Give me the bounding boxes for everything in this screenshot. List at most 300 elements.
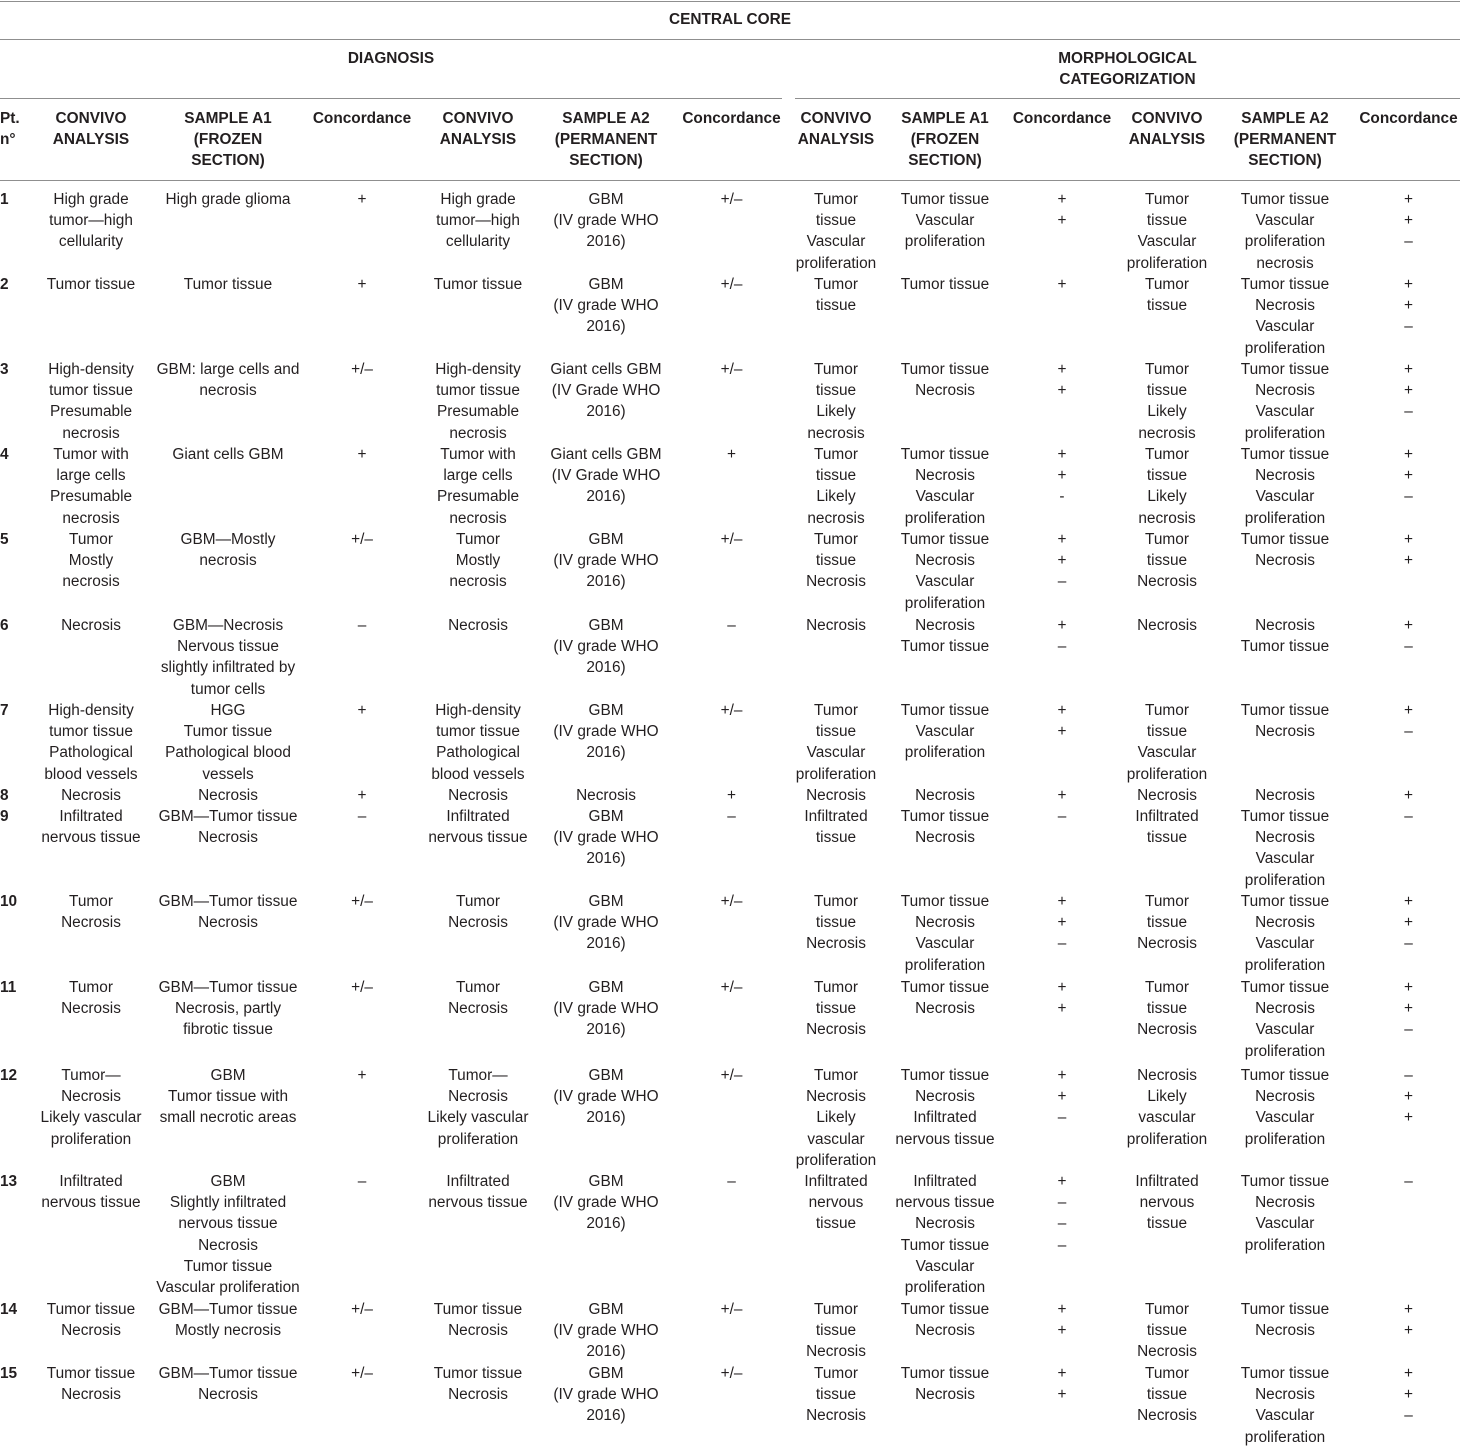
cell-concordance-morph-a2-line: + xyxy=(1404,1386,1413,1404)
cell-convivo-analysis-diagnosis-a1-line: Necrosis xyxy=(61,787,121,804)
cell-sample-a1-frozen-diagnosis-line: Pathological blood xyxy=(165,744,291,762)
cell-concordance-morph-a2 xyxy=(1351,1065,1460,1129)
cell-sample-a2-permanent-morph xyxy=(1219,785,1351,806)
cell-concordance-morph-a2 xyxy=(1351,529,1460,571)
cell-sample-a2-permanent-morph xyxy=(1219,891,1351,976)
cell-convivo-analysis-morph-a2 xyxy=(1115,274,1219,316)
cell-sample-a2-permanent-morph-line: Necrosis xyxy=(1255,1000,1315,1018)
cell-convivo-analysis-morph-a1 xyxy=(791,1363,881,1427)
cell-convivo-analysis-morph-a2-line: necrosis xyxy=(1138,424,1196,442)
cell-sample-a1-frozen-morph-line: Necrosis xyxy=(915,1000,975,1018)
cell-sample-a2-permanent-morph-line: Necrosis xyxy=(1255,467,1315,485)
cell-concordance-morph-a1 xyxy=(1009,1299,1115,1341)
cell-sample-a2-permanent-morph xyxy=(1219,444,1351,529)
cell-convivo-analysis-diagnosis-a1-line: Infiltrated xyxy=(59,808,123,825)
cell-sample-a1-frozen-morph-line: Tumor tissue xyxy=(900,1236,990,1254)
cell-sample-a2-permanent-morph-line: Tumor tissue xyxy=(1240,979,1330,996)
cell-sample-a2-permanent-morph-line: Necrosis xyxy=(1255,829,1315,847)
cell-concordance-morph-a2-line: – xyxy=(1404,1021,1413,1039)
cell-sample-a2-permanent-diagnosis-line: Giant cells GBM xyxy=(550,361,662,378)
cell-convivo-analysis-morph-a2-line: tissue xyxy=(1146,1322,1188,1340)
cell-convivo-analysis-morph-a1-line: Tumor xyxy=(814,1365,858,1382)
cell-convivo-analysis-diagnosis-a2 xyxy=(415,359,541,444)
cell-sample-a2-permanent-morph-line: Vascular xyxy=(1255,212,1315,230)
cell-convivo-analysis-diagnosis-a1 xyxy=(28,1065,154,1150)
cell-concordance-morph-a2 xyxy=(1351,1171,1460,1192)
cell-sample-a1-frozen-morph-line: Vascular xyxy=(915,212,975,230)
cell-sample-a2-permanent-diagnosis-line: (IV grade WHO xyxy=(553,1088,659,1106)
cell-sample-a2-permanent-morph xyxy=(1219,1065,1351,1150)
cell-sample-a2-permanent-morph-line: Necrosis xyxy=(1255,297,1315,315)
cell-sample-a1-frozen-diagnosis-line: Necrosis xyxy=(198,914,258,932)
column-header-convivo-analysis-morph-a1-line: CONVIVO xyxy=(800,110,872,127)
cell-concordance-morph-a1 xyxy=(1009,785,1115,806)
cell-sample-a1-frozen-morph xyxy=(881,806,1009,848)
cell-convivo-analysis-diagnosis-a2-line: Presumable xyxy=(436,403,520,421)
cell-sample-a2-permanent-morph-line: Vascular xyxy=(1255,1215,1315,1233)
cell-sample-a1-frozen-morph-line: Necrosis xyxy=(915,467,975,485)
cell-concordance-diagnosis-a2-line: +/– xyxy=(720,531,743,548)
cell-convivo-analysis-diagnosis-a2-line: High-density xyxy=(435,361,521,378)
cell-sample-a1-frozen-diagnosis-line: GBM xyxy=(210,1173,246,1190)
cell-convivo-analysis-morph-a1-line: necrosis xyxy=(807,424,865,442)
cell-convivo-analysis-morph-a2-line: Necrosis xyxy=(1137,573,1197,591)
cell-sample-a1-frozen-diagnosis-line: Giant cells GBM xyxy=(172,446,284,463)
cell-concordance-morph-a2-line: + xyxy=(1404,617,1413,634)
column-header-convivo-analysis-morph-a2-line: CONVIVO xyxy=(1131,110,1203,127)
cell-concordance-morph-a2-line: + xyxy=(1404,276,1413,293)
cell-pt-number xyxy=(0,977,30,998)
cell-sample-a2-permanent-morph-line: Vascular xyxy=(1255,1109,1315,1127)
cell-sample-a1-frozen-diagnosis-line: Necrosis, partly xyxy=(174,1000,282,1018)
cell-convivo-analysis-morph-a2-line: Tumor xyxy=(1145,531,1189,548)
cell-convivo-analysis-diagnosis-a1-line: Tumor tissue xyxy=(46,1301,136,1318)
cell-convivo-analysis-morph-a1-line: proliferation xyxy=(795,1151,877,1169)
cell-sample-a2-permanent-diagnosis-line: GBM xyxy=(588,893,624,910)
cell-sample-a1-frozen-morph-line: Necrosis xyxy=(915,1322,975,1340)
cell-convivo-analysis-diagnosis-a2-line: blood vessels xyxy=(431,765,525,783)
cell-sample-a1-frozen-diagnosis-line: Necrosis xyxy=(198,1386,258,1404)
cell-convivo-analysis-diagnosis-a2-line: tumor—high xyxy=(436,212,520,230)
cell-convivo-analysis-diagnosis-a1 xyxy=(28,444,154,529)
cell-sample-a1-frozen-diagnosis-line: High grade glioma xyxy=(165,191,291,208)
cell-convivo-analysis-diagnosis-a2 xyxy=(415,274,541,295)
cell-concordance-morph-a2-line: – xyxy=(1404,488,1413,506)
column-header-convivo-analysis-diagnosis-a1-line: ANALYSIS xyxy=(52,131,130,149)
cell-convivo-analysis-morph-a1-line: tissue xyxy=(815,467,857,485)
cell-convivo-analysis-morph-a1 xyxy=(791,977,881,1041)
cell-convivo-analysis-diagnosis-a2-line: Infiltrated xyxy=(446,808,510,825)
cell-concordance-diagnosis-a1 xyxy=(302,274,422,295)
cell-sample-a2-permanent-diagnosis-line: 2016) xyxy=(586,1215,626,1233)
column-header-pt-number xyxy=(0,108,30,150)
cell-sample-a2-permanent-diagnosis-line: (IV grade WHO xyxy=(553,638,659,656)
cell-concordance-morph-a2-line: + xyxy=(1404,297,1413,315)
cell-concordance-morph-a1-line: + xyxy=(1057,893,1067,910)
cell-concordance-diagnosis-a2 xyxy=(671,189,792,210)
cell-convivo-analysis-morph-a2 xyxy=(1115,189,1219,274)
cell-concordance-morph-a1-line: + xyxy=(1057,467,1067,485)
cell-sample-a1-frozen-morph xyxy=(881,1363,1009,1405)
cell-convivo-analysis-morph-a1-line: Necrosis xyxy=(806,573,866,591)
cell-convivo-analysis-morph-a1 xyxy=(791,891,881,955)
cell-convivo-analysis-diagnosis-a2-line: Tumor tissue xyxy=(433,276,523,293)
cell-sample-a2-permanent-diagnosis-line: Giant cells GBM xyxy=(550,446,662,463)
cell-sample-a2-permanent-diagnosis xyxy=(541,359,671,423)
cell-sample-a1-frozen-diagnosis-line: GBM—Tumor tissue xyxy=(158,979,298,996)
morphological-group-rule xyxy=(795,98,1460,99)
cell-sample-a2-permanent-diagnosis-line: (IV Grade WHO xyxy=(551,382,661,400)
cell-pt-number xyxy=(0,615,30,636)
cell-convivo-analysis-morph-a1-line: tissue xyxy=(815,914,857,932)
cell-concordance-diagnosis-a2-line: +/– xyxy=(720,276,743,293)
cell-sample-a1-frozen-diagnosis-line: Vascular proliferation xyxy=(156,1279,300,1297)
cell-sample-a1-frozen-morph-line: proliferation xyxy=(904,956,986,974)
cell-concordance-diagnosis-a2 xyxy=(671,700,792,721)
cell-sample-a2-permanent-diagnosis xyxy=(541,1299,671,1363)
cell-concordance-diagnosis-a1-line: – xyxy=(357,808,367,825)
cell-convivo-analysis-morph-a1 xyxy=(791,274,881,316)
cell-concordance-morph-a2-line: + xyxy=(1404,1322,1413,1340)
cell-sample-a1-frozen-diagnosis xyxy=(154,1065,302,1129)
cell-concordance-morph-a2 xyxy=(1351,977,1460,1041)
cell-sample-a1-frozen-morph-line: Necrosis xyxy=(915,552,975,570)
cell-pt-number-line: 14 xyxy=(0,1301,18,1318)
cell-sample-a2-permanent-morph-line: Vascular xyxy=(1255,488,1315,506)
cell-concordance-morph-a2-line: – xyxy=(1404,233,1413,251)
cell-concordance-morph-a2 xyxy=(1351,785,1460,806)
cell-convivo-analysis-morph-a1 xyxy=(791,529,881,593)
cell-convivo-analysis-diagnosis-a1-line: blood vessels xyxy=(44,765,138,783)
cell-sample-a1-frozen-diagnosis-line: small necrotic areas xyxy=(159,1109,297,1127)
cell-convivo-analysis-diagnosis-a1 xyxy=(28,1363,154,1405)
cell-convivo-analysis-diagnosis-a1-line: necrosis xyxy=(62,509,120,527)
cell-sample-a2-permanent-diagnosis xyxy=(541,785,671,806)
cell-concordance-diagnosis-a1 xyxy=(302,977,422,998)
cell-convivo-analysis-diagnosis-a1-line: nervous tissue xyxy=(41,829,141,847)
cell-concordance-diagnosis-a2-line: + xyxy=(727,446,736,463)
cell-convivo-analysis-diagnosis-a1-line: High-density xyxy=(48,702,134,719)
group-header-morphological-line: MORPHOLOGICAL xyxy=(1058,50,1197,67)
cell-sample-a2-permanent-diagnosis xyxy=(541,806,671,870)
cell-sample-a2-permanent-morph-line: Vascular xyxy=(1255,318,1315,336)
cell-pt-number-line: 12 xyxy=(0,1067,18,1084)
column-header-convivo-analysis-morph-a1-line: ANALYSIS xyxy=(797,131,875,149)
cell-sample-a2-permanent-diagnosis-line: (IV grade WHO xyxy=(553,829,659,847)
cell-sample-a1-frozen-morph-line: proliferation xyxy=(904,594,986,612)
cell-convivo-analysis-diagnosis-a1 xyxy=(28,189,154,253)
cell-convivo-analysis-diagnosis-a1-line: Necrosis xyxy=(61,617,121,634)
column-header-sample-a2-permanent-diagnosis-line: SAMPLE A2 xyxy=(562,110,650,127)
cell-sample-a2-permanent-morph xyxy=(1219,977,1351,1062)
cell-concordance-morph-a1 xyxy=(1009,1065,1115,1129)
cell-convivo-analysis-morph-a2 xyxy=(1115,1171,1219,1235)
cell-concordance-morph-a1-line: – xyxy=(1057,1194,1067,1212)
cell-concordance-diagnosis-a1-line: +/– xyxy=(351,1301,373,1318)
cell-concordance-diagnosis-a1-line: – xyxy=(357,1173,367,1190)
cell-sample-a1-frozen-diagnosis-line: GBM—Tumor tissue xyxy=(158,1365,298,1382)
cell-concordance-morph-a1-line: + xyxy=(1057,276,1067,293)
cell-sample-a2-permanent-diagnosis-line: GBM xyxy=(588,1365,624,1382)
cell-sample-a1-frozen-morph-line: nervous tissue xyxy=(895,1130,995,1148)
column-header-sample-a2-permanent-diagnosis-line: SECTION) xyxy=(569,152,643,170)
cell-convivo-analysis-morph-a2-line: tissue xyxy=(1146,1000,1188,1018)
cell-concordance-diagnosis-a2-line: +/– xyxy=(720,191,743,208)
column-header-concordance-diagnosis-a2-line: Concordance xyxy=(682,110,781,127)
cell-concordance-morph-a2-line: + xyxy=(1404,361,1413,378)
cell-concordance-morph-a1-line: + xyxy=(1057,1173,1067,1190)
cell-convivo-analysis-diagnosis-a2-line: Infiltrated xyxy=(446,1173,510,1190)
column-header-pt-number-line: Pt. xyxy=(0,110,20,127)
cell-sample-a2-permanent-morph xyxy=(1219,529,1351,571)
cell-concordance-morph-a1-line: + xyxy=(1057,191,1067,208)
cell-convivo-analysis-diagnosis-a1-line: necrosis xyxy=(62,573,120,591)
cell-convivo-analysis-diagnosis-a1-line: Tumor tissue xyxy=(46,276,136,293)
cell-sample-a2-permanent-diagnosis-line: 2016) xyxy=(586,488,626,506)
cell-concordance-morph-a2-line: – xyxy=(1404,638,1413,656)
cell-convivo-analysis-diagnosis-a1-line: Necrosis xyxy=(61,1088,121,1106)
cell-pt-number xyxy=(0,1171,30,1192)
cell-convivo-analysis-diagnosis-a1-line: tumor—high xyxy=(49,212,133,230)
column-header-convivo-analysis-diagnosis-a2 xyxy=(415,108,541,150)
cell-sample-a1-frozen-morph-line: Tumor tissue xyxy=(900,1067,990,1084)
cell-convivo-analysis-morph-a2-line: Tumor xyxy=(1145,702,1189,719)
cell-concordance-diagnosis-a2 xyxy=(671,1363,792,1384)
cell-sample-a2-permanent-morph-line: Necrosis xyxy=(1255,1194,1315,1212)
cell-convivo-analysis-diagnosis-a2-line: necrosis xyxy=(449,573,507,591)
cell-sample-a2-permanent-diagnosis-line: (IV Grade WHO xyxy=(551,467,661,485)
cell-convivo-analysis-morph-a2 xyxy=(1115,1299,1219,1363)
cell-sample-a2-permanent-diagnosis-line: 2016) xyxy=(586,1109,626,1127)
cell-convivo-analysis-diagnosis-a1-line: Likely vascular xyxy=(40,1109,142,1127)
cell-concordance-morph-a2 xyxy=(1351,806,1460,827)
cell-concordance-morph-a2-line: + xyxy=(1404,467,1413,485)
cell-pt-number xyxy=(0,444,30,465)
cell-convivo-analysis-diagnosis-a1-line: nervous tissue xyxy=(41,1194,141,1212)
cell-sample-a2-permanent-morph xyxy=(1219,1299,1351,1341)
cell-sample-a2-permanent-diagnosis-line: GBM xyxy=(588,808,624,825)
cell-convivo-analysis-morph-a1-line: tissue xyxy=(815,723,857,741)
cell-convivo-analysis-morph-a2 xyxy=(1115,1363,1219,1427)
cell-convivo-analysis-morph-a1-line: Tumor xyxy=(814,361,858,378)
cell-pt-number xyxy=(0,529,30,550)
cell-sample-a1-frozen-morph-line: Necrosis xyxy=(915,829,975,847)
cell-pt-number xyxy=(0,700,30,721)
cell-sample-a1-frozen-morph xyxy=(881,1065,1009,1150)
cell-sample-a2-permanent-diagnosis-line: 2016) xyxy=(586,659,626,677)
cell-sample-a1-frozen-morph-line: Necrosis xyxy=(915,382,975,400)
cell-convivo-analysis-morph-a2-line: tissue xyxy=(1146,297,1188,315)
cell-sample-a1-frozen-diagnosis-line: GBM—Necrosis xyxy=(172,617,284,634)
cell-convivo-analysis-morph-a2-line: tissue xyxy=(1146,829,1188,847)
cell-concordance-morph-a2 xyxy=(1351,1299,1460,1341)
cell-sample-a1-frozen-diagnosis xyxy=(154,444,302,465)
cell-concordance-diagnosis-a2 xyxy=(671,806,792,827)
cell-sample-a1-frozen-diagnosis-line: Tumor tissue xyxy=(183,1257,273,1275)
cell-sample-a2-permanent-diagnosis-line: (IV grade WHO xyxy=(553,1386,659,1404)
cell-convivo-analysis-morph-a1-line: Necrosis xyxy=(806,1088,866,1106)
cell-convivo-analysis-morph-a1-line: Necrosis xyxy=(806,1021,866,1039)
cell-convivo-analysis-diagnosis-a2-line: necrosis xyxy=(449,424,507,442)
cell-sample-a2-permanent-diagnosis-line: 2016) xyxy=(586,318,626,336)
cell-sample-a1-frozen-morph-line: Tumor tissue xyxy=(900,361,990,378)
cell-convivo-analysis-morph-a1-line: Tumor xyxy=(814,1301,858,1318)
cell-convivo-analysis-diagnosis-a2 xyxy=(415,806,541,848)
cell-concordance-diagnosis-a2-line: +/– xyxy=(720,1301,743,1318)
cell-sample-a2-permanent-diagnosis-line: GBM xyxy=(588,191,624,208)
cell-convivo-analysis-morph-a1-line: Necrosis xyxy=(806,935,866,953)
cell-pt-number xyxy=(0,189,30,210)
cell-convivo-analysis-morph-a1-line: proliferation xyxy=(795,765,877,783)
cell-sample-a2-permanent-morph xyxy=(1219,359,1351,444)
cell-sample-a2-permanent-morph-line: proliferation xyxy=(1244,871,1326,889)
cell-convivo-analysis-morph-a2-line: tissue xyxy=(1146,1215,1188,1233)
cell-concordance-diagnosis-a1 xyxy=(302,891,422,912)
cell-concordance-morph-a1-line: – xyxy=(1057,1109,1067,1127)
cell-convivo-analysis-diagnosis-a1 xyxy=(28,615,154,636)
column-header-concordance-morph-a2 xyxy=(1351,108,1460,129)
cell-sample-a2-permanent-morph-line: Necrosis xyxy=(1255,1386,1315,1404)
cell-pt-number xyxy=(0,1065,30,1086)
cell-sample-a2-permanent-morph-line: Necrosis xyxy=(1255,617,1315,634)
cell-convivo-analysis-morph-a2-line: Tumor xyxy=(1145,1301,1189,1318)
cell-concordance-morph-a1-line: + xyxy=(1057,382,1067,400)
cell-concordance-diagnosis-a1 xyxy=(302,615,422,636)
cell-concordance-diagnosis-a2 xyxy=(671,1299,792,1320)
cell-sample-a1-frozen-morph-line: Tumor tissue xyxy=(900,1365,990,1382)
cell-convivo-analysis-diagnosis-a1 xyxy=(28,359,154,444)
cell-convivo-analysis-diagnosis-a1-line: Necrosis xyxy=(61,1386,121,1404)
cell-concordance-morph-a1 xyxy=(1009,615,1115,657)
cell-sample-a2-permanent-morph xyxy=(1219,1363,1351,1448)
cell-convivo-analysis-morph-a1-line: Vascular xyxy=(806,233,866,251)
cell-concordance-diagnosis-a1 xyxy=(302,189,422,210)
cell-sample-a1-frozen-diagnosis xyxy=(154,806,302,848)
cell-concordance-morph-a2 xyxy=(1351,700,1460,742)
cell-sample-a1-frozen-morph xyxy=(881,444,1009,529)
column-header-sample-a2-permanent-morph xyxy=(1219,108,1351,172)
cell-sample-a1-frozen-morph-line: Vascular xyxy=(915,573,975,591)
cell-sample-a1-frozen-morph-line: Tumor tissue xyxy=(900,531,990,548)
cell-convivo-analysis-diagnosis-a1-line: Tumor xyxy=(69,531,113,548)
cell-convivo-analysis-morph-a1-line: tissue xyxy=(815,1000,857,1018)
cell-convivo-analysis-morph-a1-line: nervous xyxy=(808,1194,864,1212)
cell-concordance-morph-a1-line: + xyxy=(1057,787,1067,804)
cell-convivo-analysis-morph-a1-line: tissue xyxy=(815,829,857,847)
cell-concordance-diagnosis-a1 xyxy=(302,806,422,827)
group-header-diagnosis: DIAGNOSIS xyxy=(347,50,435,67)
cell-convivo-analysis-diagnosis-a1-line: Tumor tissue xyxy=(46,1365,136,1382)
cell-sample-a2-permanent-morph-line: Necrosis xyxy=(1255,723,1315,741)
cell-sample-a1-frozen-diagnosis xyxy=(154,189,302,210)
cell-convivo-analysis-morph-a2-line: Infiltrated xyxy=(1135,808,1199,825)
cell-sample-a1-frozen-diagnosis-line: Necrosis xyxy=(198,1236,258,1254)
cell-concordance-morph-a1-line: + xyxy=(1057,552,1067,570)
cell-sample-a1-frozen-morph xyxy=(881,700,1009,764)
column-header-pt-number-line: n° xyxy=(0,131,16,149)
cell-convivo-analysis-morph-a2-line: Tumor xyxy=(1145,191,1189,208)
cell-convivo-analysis-diagnosis-a1 xyxy=(28,806,154,848)
cell-pt-number xyxy=(0,274,30,295)
cell-convivo-analysis-morph-a2-line: tissue xyxy=(1146,914,1188,932)
cell-concordance-morph-a2-line: + xyxy=(1404,531,1413,548)
column-header-convivo-analysis-diagnosis-a2-line: CONVIVO xyxy=(442,110,514,127)
cell-convivo-analysis-diagnosis-a1-line: Necrosis xyxy=(61,1322,121,1340)
cell-concordance-diagnosis-a2 xyxy=(671,615,792,636)
cell-convivo-analysis-diagnosis-a1-line: necrosis xyxy=(62,424,120,442)
cell-convivo-analysis-morph-a2-line: proliferation xyxy=(1126,765,1208,783)
cell-concordance-morph-a2-line: – xyxy=(1404,808,1413,825)
cell-concordance-diagnosis-a2-line: – xyxy=(727,808,736,825)
cell-convivo-analysis-morph-a1-line: Likely xyxy=(816,403,856,421)
cell-convivo-analysis-morph-a1-line: necrosis xyxy=(807,509,865,527)
cell-concordance-morph-a1-line: + xyxy=(1057,702,1067,719)
cell-sample-a2-permanent-diagnosis-line: 2016) xyxy=(586,403,626,421)
cell-concordance-morph-a1-line: + xyxy=(1057,531,1067,548)
cell-sample-a1-frozen-morph-line: proliferation xyxy=(904,744,986,762)
cell-concordance-morph-a1 xyxy=(1009,274,1115,295)
cell-convivo-analysis-diagnosis-a2-line: Necrosis xyxy=(448,787,508,804)
cell-sample-a2-permanent-diagnosis-line: Necrosis xyxy=(576,787,636,804)
cell-convivo-analysis-morph-a1-line: tissue xyxy=(815,1215,857,1233)
cell-convivo-analysis-morph-a2-line: Tumor xyxy=(1145,979,1189,996)
cell-convivo-analysis-morph-a1 xyxy=(791,1065,881,1171)
cell-concordance-diagnosis-a2 xyxy=(671,444,792,465)
cell-sample-a1-frozen-diagnosis-line: Necrosis xyxy=(198,829,258,847)
cell-convivo-analysis-diagnosis-a1-line: Necrosis xyxy=(61,914,121,932)
cell-sample-a2-permanent-diagnosis-line: GBM xyxy=(588,617,624,634)
cell-convivo-analysis-diagnosis-a2-line: Presumable xyxy=(436,488,520,506)
cell-convivo-analysis-morph-a1-line: tissue xyxy=(815,552,857,570)
cell-sample-a1-frozen-morph-line: Vascular xyxy=(915,1257,975,1275)
cell-sample-a2-permanent-diagnosis-line: 2016) xyxy=(586,1021,626,1039)
cell-sample-a2-permanent-morph-line: Tumor tissue xyxy=(1240,1301,1330,1318)
cell-concordance-morph-a2-line: + xyxy=(1404,914,1413,932)
cell-sample-a1-frozen-diagnosis-line: Mostly necrosis xyxy=(174,1322,282,1340)
cell-concordance-morph-a2-line: + xyxy=(1404,191,1413,208)
cell-sample-a1-frozen-morph-line: proliferation xyxy=(904,233,986,251)
column-header-concordance-morph-a2-line: Concordance xyxy=(1359,110,1458,127)
cell-sample-a1-frozen-morph xyxy=(881,785,1009,806)
cell-concordance-morph-a1-line: + xyxy=(1057,914,1067,932)
cell-sample-a1-frozen-morph xyxy=(881,529,1009,614)
cell-convivo-analysis-morph-a1 xyxy=(791,189,881,274)
cell-sample-a1-frozen-diagnosis xyxy=(154,977,302,1041)
cell-convivo-analysis-morph-a1 xyxy=(791,1299,881,1363)
cell-concordance-diagnosis-a2 xyxy=(671,1065,792,1086)
cell-concordance-diagnosis-a1-line: + xyxy=(357,276,367,293)
cell-sample-a1-frozen-diagnosis xyxy=(154,1171,302,1298)
cell-concordance-diagnosis-a2 xyxy=(671,1171,792,1192)
column-header-concordance-diagnosis-a2 xyxy=(671,108,792,129)
cell-convivo-analysis-diagnosis-a2 xyxy=(415,700,541,785)
diagnosis-group-rule xyxy=(0,98,782,99)
cell-convivo-analysis-morph-a2-line: Necrosis xyxy=(1137,935,1197,953)
cell-concordance-diagnosis-a2 xyxy=(671,891,792,912)
cell-convivo-analysis-morph-a1-line: Vascular xyxy=(806,744,866,762)
cell-pt-number-line: 1 xyxy=(0,191,9,208)
cell-concordance-morph-a2 xyxy=(1351,1363,1460,1427)
cell-sample-a1-frozen-morph xyxy=(881,1171,1009,1298)
cell-sample-a2-permanent-morph xyxy=(1219,806,1351,891)
cell-convivo-analysis-diagnosis-a1-line: Tumor— xyxy=(61,1067,121,1084)
cell-concordance-morph-a1-line: + xyxy=(1057,212,1067,230)
cell-convivo-analysis-morph-a1 xyxy=(791,1171,881,1235)
cell-concordance-morph-a2 xyxy=(1351,615,1460,657)
cell-convivo-analysis-morph-a2 xyxy=(1115,615,1219,636)
cell-sample-a2-permanent-diagnosis xyxy=(541,891,671,955)
cell-sample-a2-permanent-morph-line: Vascular xyxy=(1255,403,1315,421)
